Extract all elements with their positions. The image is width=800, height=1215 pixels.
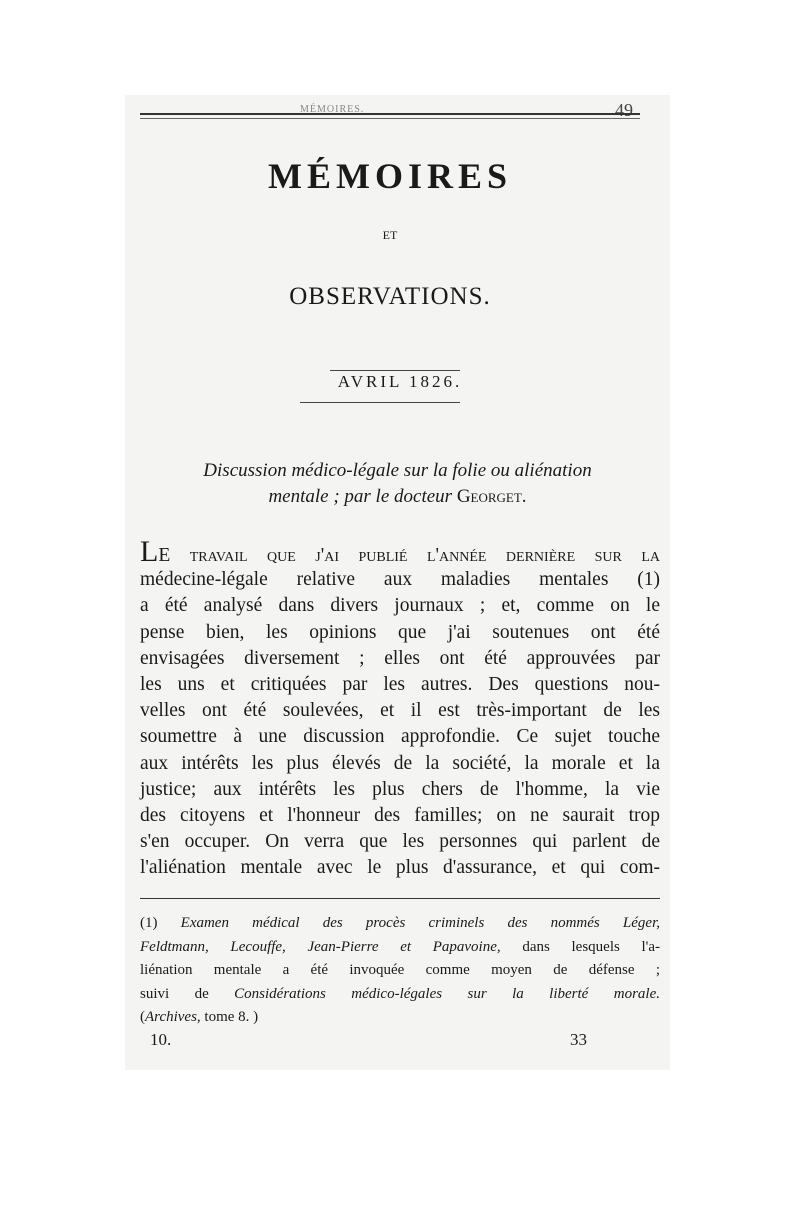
section-subtitle: OBSERVATIONS.	[289, 283, 491, 310]
body-line: velles ont été soulevées, et il est très-important de les	[140, 700, 660, 722]
footnote-line: (1) Examen médical des procès criminels des nommés Léger,	[140, 915, 660, 931]
body-line: a été analysé dans divers journaux ; et, comme on le	[140, 595, 660, 617]
article-title	[140, 458, 655, 510]
footnote	[140, 912, 660, 1030]
header-rule	[140, 113, 640, 115]
signature-number: 33	[570, 1030, 587, 1049]
running-head: MÉMOIRES.	[300, 104, 365, 115]
title-connector: ET	[382, 228, 398, 242]
section-title: MÉMOIRES	[267, 156, 512, 196]
article-author: Georget.	[456, 486, 527, 507]
article-title-line2: mentale ; par le docteur	[268, 486, 453, 507]
footnote-line: suivi de Considérations médico-légales sur la liberté morale.	[140, 985, 660, 1002]
date-rule-top	[330, 370, 460, 371]
issue-date: AVRIL 1826.	[337, 372, 463, 391]
body-line: médecine-légale relative aux maladies mentales (1)	[140, 569, 660, 591]
footnote-line: liénation mentale a été invoquée comme moyen de défense ;	[140, 962, 660, 978]
body-line: les uns et critiquées par les autres. Des questions nou-	[140, 673, 660, 695]
date-rule-bottom	[300, 402, 460, 403]
footnote-line: Feldtmann, Lecouffe, Jean-Pierre et Papavoine, dans lesquels l'a-	[140, 938, 661, 955]
footnote-line: (Archives, tome 8. )	[140, 1009, 259, 1025]
body-line: des citoyens et l'honneur des familles; on ne saurait trop	[140, 804, 660, 826]
body-line: justice; aux intérêts les plus chers de l'homme, la vie	[140, 778, 660, 800]
footnote-rule	[140, 898, 660, 899]
body-line: l'aliénation mentale avec le plus d'assurance, et qui com-	[140, 857, 660, 879]
article-title-line1: Discussion médico-légale sur la folie ou aliénation	[203, 460, 592, 481]
body-line: pense bien, les opinions que j'ai soutenues ont été	[140, 621, 660, 643]
body-line: soumettre à une discussion approfondie. Ce sujet touche	[140, 726, 660, 748]
body-line: aux intérêts les plus élevés de la société, la morale et la	[140, 752, 660, 774]
body-line: LE travail que j'ai publié l'année dernière sur la	[140, 535, 660, 568]
signature-mark: 10.	[150, 1030, 172, 1049]
body-line: s'en occuper. On verra que les personnes qui parlent de	[140, 831, 660, 853]
page-number: 49	[615, 100, 633, 120]
drop-cap: L	[140, 535, 159, 568]
header-rule-thin	[140, 118, 640, 119]
body-line: envisagées diversement ; elles ont été approuvées par	[140, 647, 660, 669]
body-paragraph	[140, 535, 660, 881]
